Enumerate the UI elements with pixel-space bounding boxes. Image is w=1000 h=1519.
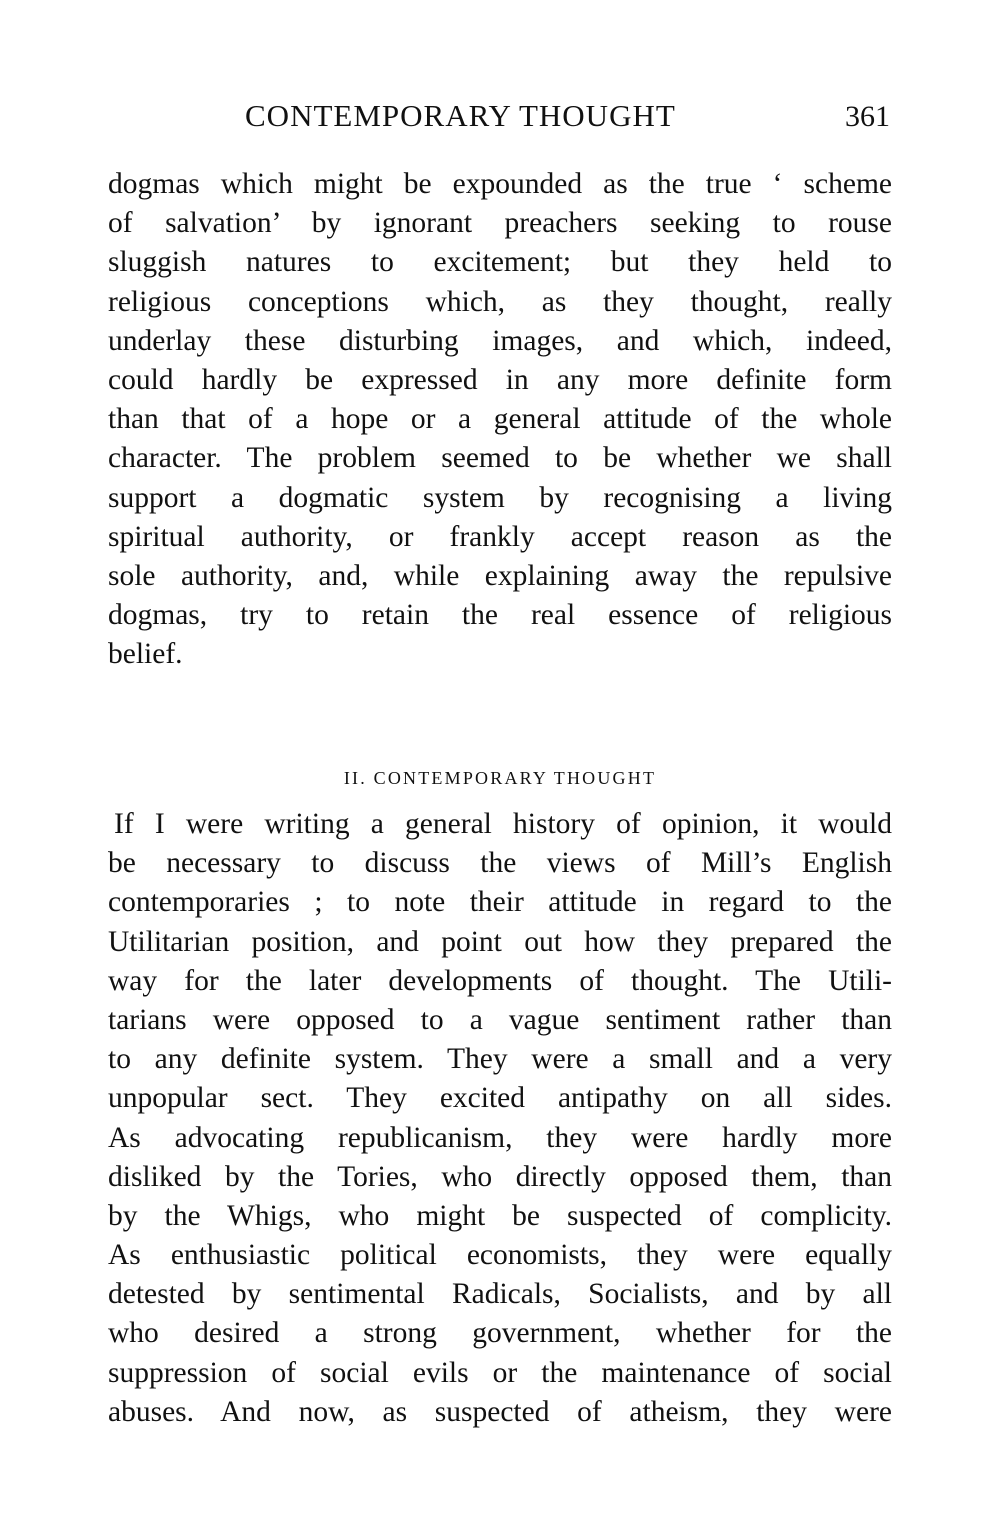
text-line: belief. — [108, 638, 183, 671]
text-line: tarians were opposed to a vague sentiment rather than — [108, 1003, 892, 1036]
text-line: detested by sentimental Radicals, Socialists, and by all — [108, 1278, 892, 1311]
text-line: support a dogmatic system by recognising a living — [108, 481, 892, 514]
text-line: who desired a strong government, whether for the — [108, 1317, 892, 1350]
text-line: character. The problem seemed to be whether we shall — [108, 442, 892, 475]
text-line: suppression of social evils or the maintenance of social — [108, 1356, 892, 1389]
text-line: As enthusiastic political economists, they were equally — [108, 1239, 892, 1272]
text-line: unpopular sect. They excited antipathy on all sides. — [108, 1082, 892, 1115]
text-line: underlay these disturbing images, and which, indeed, — [108, 324, 892, 357]
text-line: by the Whigs, who might be suspected of complicity. — [108, 1199, 892, 1232]
text-line: contemporaries ; to note their attitude in regard to the — [108, 886, 892, 919]
text-line: be necessary to discuss the views of Mill’s English — [108, 847, 892, 880]
text-line: abuses. And now, as suspected of atheism, they were — [108, 1395, 892, 1428]
text-line: dogmas, try to retain the real essence of religious — [108, 599, 892, 632]
page-number: 361 — [845, 100, 890, 133]
running-head-title: CONTEMPORARY THOUGHT — [245, 98, 676, 133]
paragraph-2 — [108, 805, 892, 1432]
text-line: sluggish natures to excitement; but they held to — [108, 246, 892, 279]
running-head — [108, 98, 892, 138]
section-heading: II. CONTEMPORARY THOUGHT — [343, 768, 657, 788]
text-line: dogmas which might be expounded as the true ‘ scheme — [108, 168, 892, 200]
text-line: As advocating republicanism, they were hardly more — [108, 1121, 892, 1154]
text-line: If I were writing a general history of opinion, it would — [114, 808, 892, 840]
text-line: than that of a hope or a general attitude of the whole — [108, 403, 892, 436]
text-line: religious conceptions which, as they thought, really — [108, 285, 892, 318]
text-line: could hardly be expressed in any more definite form — [108, 363, 892, 396]
text-line: sole authority, and, while explaining away the repulsive — [108, 559, 892, 592]
text-line: of salvation’ by ignorant preachers seeking to rouse — [108, 207, 892, 240]
text-line: disliked by the Tories, who directly opposed them, than — [108, 1160, 892, 1193]
text-line: Utilitarian position, and point out how they prepared the — [108, 925, 892, 958]
text-line: to any definite system. They were a small and a very — [108, 1043, 892, 1076]
text-line: spiritual authority, or frankly accept reason as the — [108, 520, 892, 553]
text-line: way for the later developments of thought. The Utili- — [108, 964, 892, 997]
paragraph-1 — [108, 165, 892, 674]
